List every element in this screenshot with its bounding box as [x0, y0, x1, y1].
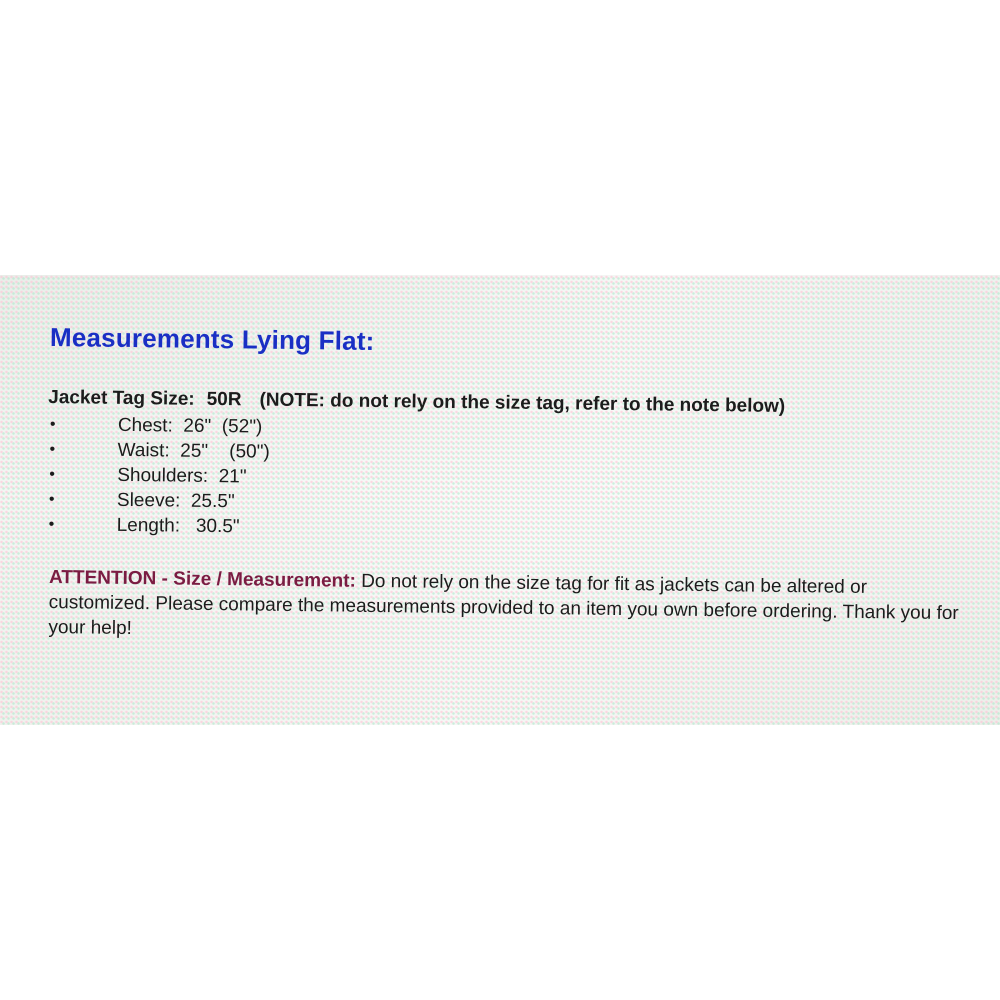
bullet-icon: •: [48, 491, 55, 509]
bullet-icon: •: [49, 441, 56, 459]
measurements-list: [47, 412, 270, 538]
jacket-tag-size: 50R: [206, 388, 242, 411]
attention-note: [48, 565, 969, 651]
bullet-icon: •: [49, 466, 56, 484]
measurement-sleeve: Sleeve: 25.5": [116, 489, 235, 513]
screen-area: [0, 275, 1000, 725]
measurement-chest: Chest: 26" (52"): [117, 414, 263, 438]
attention-body: Do not rely on the size tag for fit as jackets can be altered or customized. Please compare the measurements provided to an item you own before ordering. Thank you for your help!: [48, 570, 959, 640]
measurement-waist: Waist: 25" (50"): [117, 439, 270, 463]
jacket-tag-label: Jacket Tag Size:: [48, 386, 195, 410]
bullet-icon: •: [49, 416, 56, 434]
measurement-shoulders: Shoulders: 21": [117, 464, 247, 488]
jacket-tag-note: (NOTE: do not rely on the size tag, refer to the note below): [259, 389, 786, 417]
listing-content: [0, 275, 1000, 725]
page-title: Measurements Lying Flat:: [49, 322, 375, 356]
attention-label: ATTENTION - Size / Measurement:: [48, 567, 357, 592]
measurement-length: Length: 30.5": [116, 514, 240, 538]
bullet-icon: •: [48, 515, 55, 534]
